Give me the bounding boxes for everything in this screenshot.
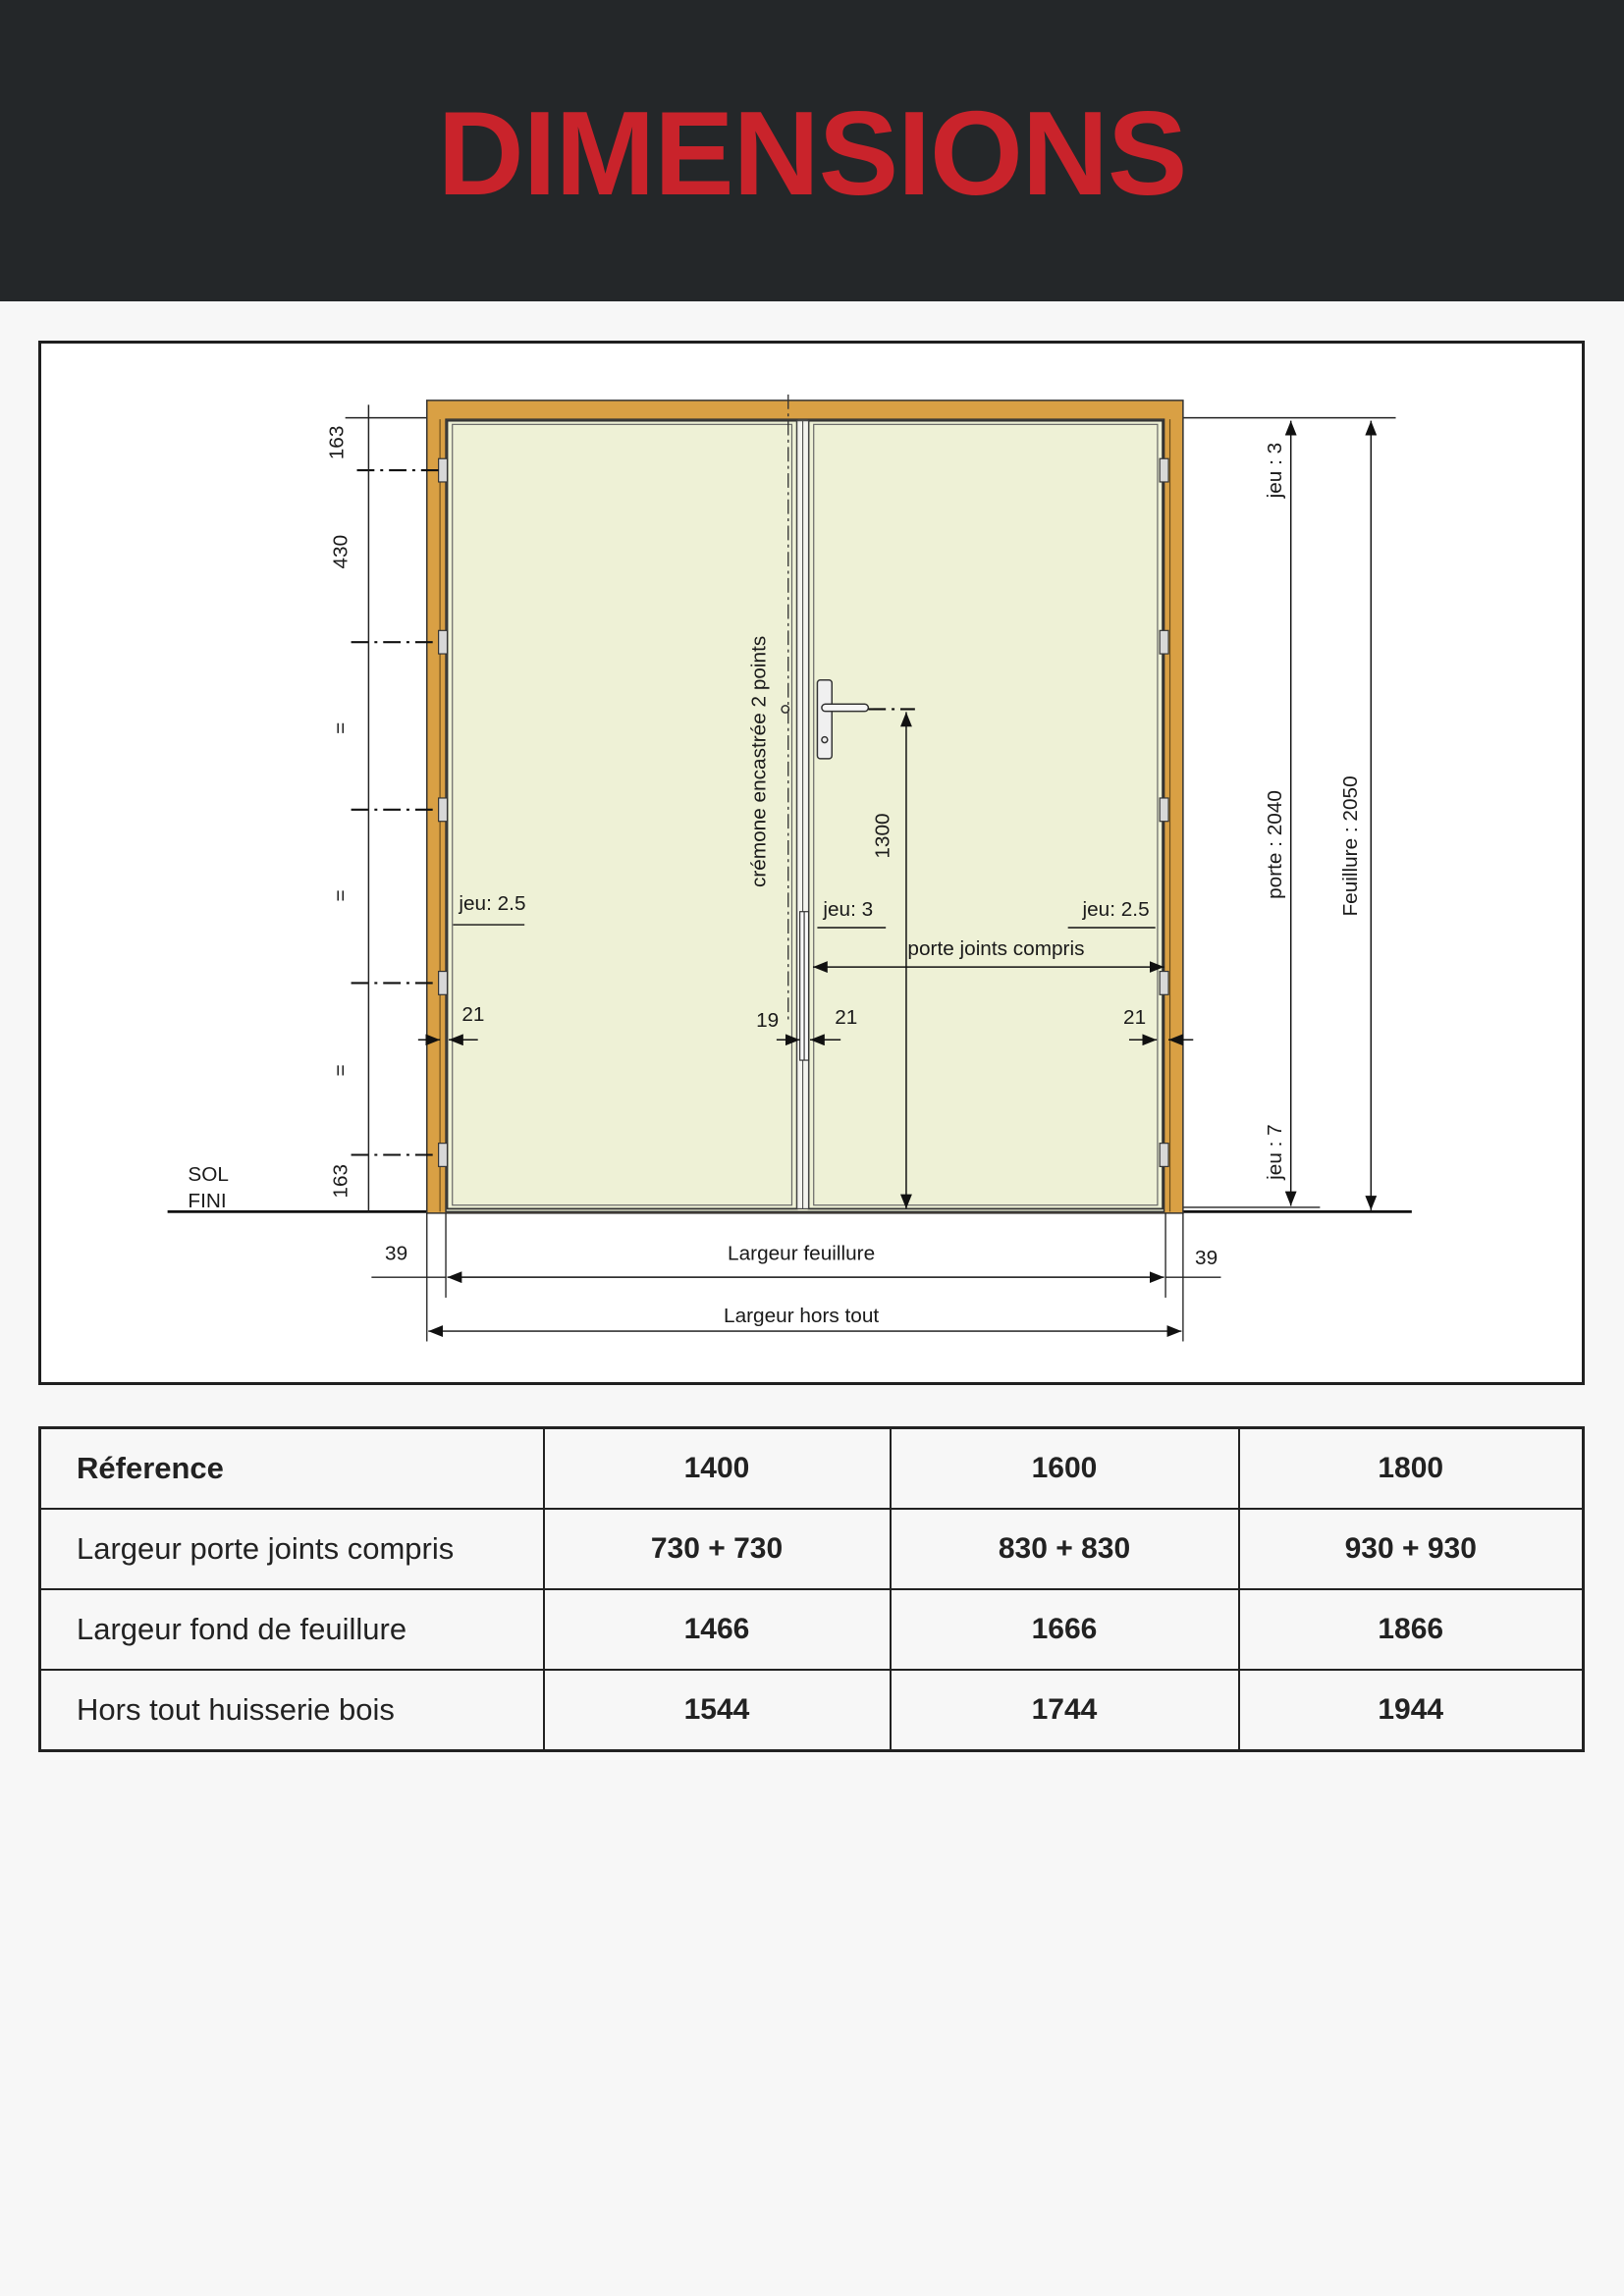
rebate-height-label: Feuillure : 2050 [1339, 775, 1363, 917]
side-offset-left: 39 [385, 1242, 408, 1265]
door-height-label: porte : 2040 [1263, 790, 1286, 899]
jamb-dim-left: 21 [461, 1003, 485, 1026]
table-row [40, 1509, 1584, 1589]
jamb-dim-center-left: 19 [756, 1008, 780, 1032]
technical-drawing-frame [38, 341, 1585, 1385]
hinge-dim-equal: = [329, 889, 352, 902]
table-cell: 930 + 930 [1239, 1509, 1584, 1589]
right-door-leaf [809, 421, 1164, 1209]
handle-height-label: 1300 [871, 813, 894, 859]
hinge-icon [1160, 458, 1168, 482]
hinge-icon [439, 798, 448, 822]
table-cell: 1544 [544, 1670, 891, 1751]
table-cell: 1944 [1239, 1670, 1584, 1751]
hinge-dim-bottom: 163 [329, 1163, 352, 1199]
clearance-center-label: jeu: 3 [823, 898, 874, 922]
table-cell: 730 + 730 [544, 1509, 891, 1589]
table-row [40, 1670, 1584, 1751]
table-row-label: Largeur porte joints compris [40, 1509, 544, 1589]
clearance-left-label: jeu: 2.5 [459, 892, 526, 916]
table-header-label: Réference [40, 1428, 544, 1510]
hinge-icon [439, 972, 448, 995]
dimensions-table [38, 1426, 1585, 1752]
page-header [0, 0, 1624, 301]
side-offset-right: 39 [1195, 1246, 1218, 1269]
hinge-icon [1160, 1144, 1168, 1167]
floor-label-line2: FINI [188, 1189, 227, 1212]
hinge-icon [1160, 798, 1168, 822]
table-cell: 1666 [891, 1589, 1239, 1670]
hinge-dim-equal: = [329, 1064, 352, 1077]
table-header-cell: 1400 [544, 1428, 891, 1510]
flush-bolt [800, 912, 809, 1060]
table-row-label: Hors tout huisserie bois [40, 1670, 544, 1751]
page-title: DIMENSIONS [437, 86, 1187, 220]
clearance-bottom-label: jeu : 7 [1263, 1124, 1286, 1180]
hinge-icon [1160, 630, 1168, 654]
cremone-label: crémone encastrée 2 points [747, 635, 771, 888]
leaf-width-label: porte joints compris [907, 937, 1085, 961]
left-door-leaf [448, 421, 797, 1209]
hinge-icon [439, 458, 448, 482]
hinge-leader-lines [352, 470, 439, 1154]
table-cell: 1866 [1239, 1589, 1584, 1670]
hinge-dim-top: 163 [325, 425, 349, 460]
table-header-cell: 1600 [891, 1428, 1239, 1510]
table-header-row [40, 1428, 1584, 1510]
table-cell: 1744 [891, 1670, 1239, 1751]
double-door-dimension-drawing [41, 344, 1582, 1382]
hinge-icon [439, 630, 448, 654]
table-row-label: Largeur fond de feuillure [40, 1589, 544, 1670]
hinge-icon [1160, 972, 1168, 995]
jamb-dim-right: 21 [1123, 1005, 1147, 1029]
table-cell: 830 + 830 [891, 1509, 1239, 1589]
table-header-cell: 1800 [1239, 1428, 1584, 1510]
table-cell: 1466 [544, 1589, 891, 1670]
floor-label-line1: SOL [188, 1163, 229, 1187]
hinge-dim-equal: = [329, 721, 352, 734]
clearance-right-label: jeu: 2.5 [1082, 898, 1150, 922]
clearance-top-label: jeu : 3 [1263, 442, 1286, 499]
jamb-dim-center-right: 21 [835, 1005, 858, 1029]
overall-width-label: Largeur hors tout [724, 1305, 880, 1328]
hinge-icon [439, 1144, 448, 1167]
table-row [40, 1589, 1584, 1670]
hinge-dim-second: 430 [329, 534, 352, 569]
rebate-width-label: Largeur feuillure [728, 1242, 876, 1265]
